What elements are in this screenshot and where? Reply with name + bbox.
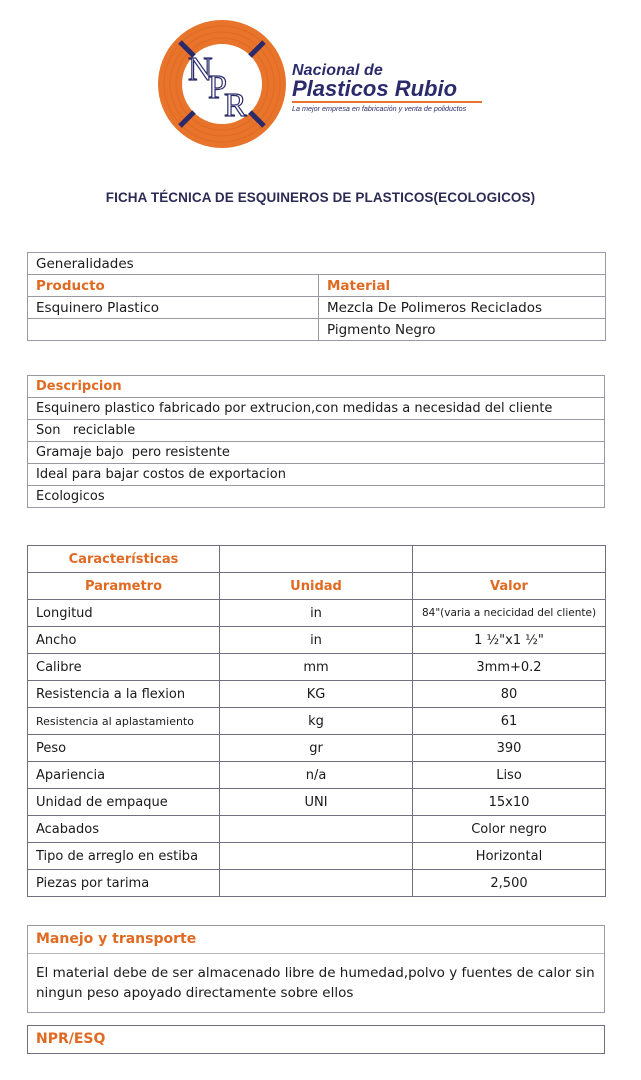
material-cell: Pigmento Negro xyxy=(319,319,606,341)
valor-cell: 15x10 xyxy=(413,789,606,816)
parametro-cell: Tipo de arreglo en estiba xyxy=(28,843,220,870)
valor-cell: 84"(varia a necicidad del cliente) xyxy=(413,600,606,627)
table-row xyxy=(28,600,606,627)
brand-line-2: Plasticos Rubio xyxy=(292,76,458,101)
parametro-cell: Acabados xyxy=(28,816,220,843)
caracteristicas-label: Características xyxy=(28,546,220,573)
valor-cell: 1 ½"x1 ½" xyxy=(413,627,606,654)
parametro-cell: Resistencia al aplastamiento xyxy=(28,708,220,735)
valor-cell: Liso xyxy=(413,762,606,789)
material-header: Material xyxy=(319,275,606,297)
manejo-section xyxy=(27,925,605,1013)
brand-line-1: Nacional de xyxy=(292,62,383,79)
parametro-cell: Longitud xyxy=(28,600,220,627)
table-row xyxy=(28,681,606,708)
unidad-cell: in xyxy=(220,627,413,654)
producto-cell: Esquinero Plastico xyxy=(28,297,319,319)
unidad-cell: gr xyxy=(220,735,413,762)
parametro-cell: Peso xyxy=(28,735,220,762)
document-title: FICHA TÉCNICA DE ESQUINEROS DE PLASTICOS(ECOLOGICOS) xyxy=(105,190,536,205)
list-item xyxy=(28,420,605,442)
unidad-cell xyxy=(220,843,413,870)
valor-cell: 2,500 xyxy=(413,870,606,897)
table-row xyxy=(28,816,606,843)
brand-block xyxy=(292,62,492,114)
unidad-header: Unidad xyxy=(220,573,413,600)
list-item xyxy=(28,486,605,508)
brand-tagline: La mejor empresa en fabricación y venta de poliductos xyxy=(292,104,467,113)
unidad-cell: mm xyxy=(220,654,413,681)
table-row xyxy=(28,735,606,762)
manejo-label: Manejo y transporte xyxy=(28,926,604,954)
company-logo xyxy=(158,18,488,150)
descripcion-label: Descripcion xyxy=(28,376,605,398)
list-item xyxy=(28,442,605,464)
material-cell: Mezcla De Polimeros Reciclados xyxy=(319,297,606,319)
table-row xyxy=(28,843,606,870)
generalidades-label: Generalidades xyxy=(28,253,606,275)
parametro-cell: Apariencia xyxy=(28,762,220,789)
unidad-cell: UNI xyxy=(220,789,413,816)
unidad-cell: in xyxy=(220,600,413,627)
generalidades-table xyxy=(27,252,606,341)
table-row xyxy=(28,762,606,789)
brand-rule xyxy=(292,101,482,103)
parametro-cell: Piezas por tarima xyxy=(28,870,220,897)
table-row xyxy=(28,708,606,735)
manejo-text: El material debe de ser almacenado libre de humedad,polvo y fuentes de calor sin ningun peso apoyado directamente sobre ellos xyxy=(36,965,595,1001)
unidad-cell xyxy=(220,870,413,897)
valor-header: Valor xyxy=(413,573,606,600)
unidad-cell: KG xyxy=(220,681,413,708)
logo-letter-n: N xyxy=(188,51,213,88)
table-row xyxy=(28,627,606,654)
descripcion-item: Ideal para bajar costos de exportacion xyxy=(28,464,605,486)
producto-header: Producto xyxy=(28,275,319,297)
valor-cell: 3mm+0.2 xyxy=(413,654,606,681)
parametro-header: Parametro xyxy=(28,573,220,600)
unidad-cell: n/a xyxy=(220,762,413,789)
empty-cell xyxy=(220,546,413,573)
descripcion-table xyxy=(27,375,605,508)
descripcion-item: Gramaje bajo pero resistente xyxy=(28,442,605,464)
valor-cell: Horizontal xyxy=(413,843,606,870)
lifebuoy-icon xyxy=(158,18,288,150)
list-item xyxy=(28,464,605,486)
parametro-cell: Unidad de empaque xyxy=(28,789,220,816)
empty-cell xyxy=(413,546,606,573)
unidad-cell: kg xyxy=(220,708,413,735)
list-item xyxy=(28,398,605,420)
valor-cell: 80 xyxy=(413,681,606,708)
code-section xyxy=(27,1025,605,1054)
table-row xyxy=(28,870,606,897)
producto-cell xyxy=(28,319,319,341)
valor-cell: 61 xyxy=(413,708,606,735)
parametro-cell: Resistencia a la flexion xyxy=(28,681,220,708)
table-row xyxy=(28,789,606,816)
unidad-cell xyxy=(220,816,413,843)
logo-letter-r: R xyxy=(224,87,247,124)
valor-cell: 390 xyxy=(413,735,606,762)
descripcion-item: Ecologicos xyxy=(28,486,605,508)
descripcion-item: Son reciclable xyxy=(28,420,605,442)
logo-letter-p: P xyxy=(208,69,227,106)
caracteristicas-table xyxy=(27,545,606,897)
table-row xyxy=(28,654,606,681)
valor-cell: Color negro xyxy=(413,816,606,843)
parametro-cell: Ancho xyxy=(28,627,220,654)
parametro-cell: Calibre xyxy=(28,654,220,681)
table-row xyxy=(28,297,606,319)
product-code: NPR/ESQ xyxy=(36,1031,106,1047)
descripcion-item: Esquinero plastico fabricado por extrucion,con medidas a necesidad del cliente xyxy=(28,398,605,420)
table-row xyxy=(28,319,606,341)
